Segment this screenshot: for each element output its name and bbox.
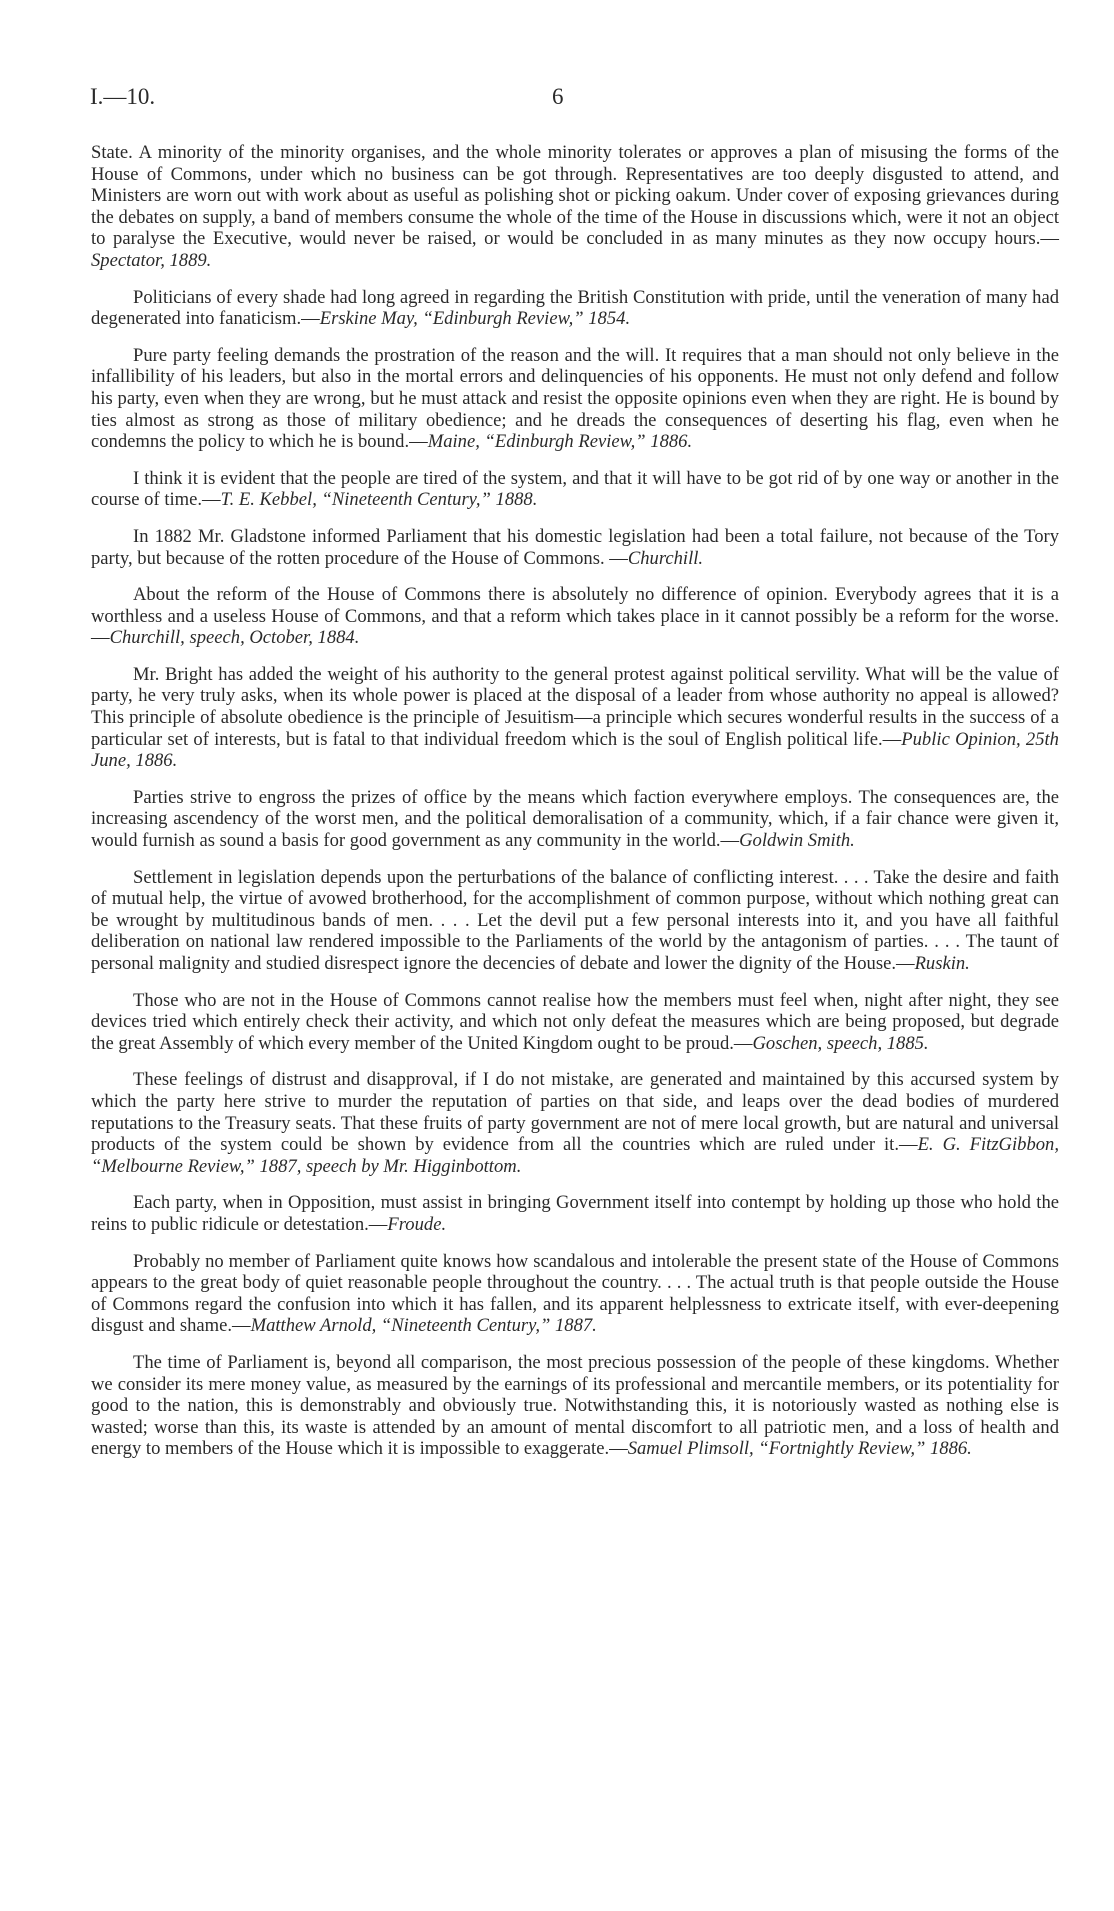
quote-text: Settlement in legislation depends upon the perturbations of the balance of conflicting interest. . . . Take the desire and faith of mutual help, the virtue of avowed brotherhood, for the accomplishment of common purpose, without which nothing great can be wrought by multitudinous bands of men. . . . Let the devil put a few personal interests into it, and you have all faithful deliberation on national law rendered impossible to the Parliaments of the world by the antagonism of parties. . . . The taunt of personal malignity and studied disrespect ignore the decencies of debate and lower the dignity of the House.— xyxy=(91,866,1059,974)
quote-paragraph xyxy=(91,584,1059,649)
quote-attribution: Public Opinion, 25th June, 1886. xyxy=(91,728,1059,772)
document-reference: I.—10. xyxy=(90,84,156,109)
quote-attribution: Churchill. xyxy=(627,547,704,569)
body-text xyxy=(91,142,1059,1475)
quote-attribution: Churchill, speech, October, 1884. xyxy=(109,627,360,649)
quote-text: The time of Parliament is, beyond all comparison, the most precious possession of the people of these kingdoms. Whether we consider its mere money value, as measured by the earnings of its professional and mercantile members, or its potentiality for good to the nation, this is demonstrably and obviously true. Notwithstanding this, it is notoriously wasted as nothing else is wasted; worse than this, its waste is attended by an amount of mental discomfort to all patriotic men, and a loss of health and energy to members of the House which it is impossible to exaggerate.— xyxy=(91,1351,1059,1460)
quote-attribution: Ruskin. xyxy=(914,953,970,974)
quote-attribution: Matthew Arnold, “Nineteenth Century,” 1887. xyxy=(250,1315,597,1337)
quote-attribution: E. G. FitzGibbon, “Melbourne Review,” 1887, speech by Mr. Higginbottom. xyxy=(91,1134,1059,1177)
quote-paragraph xyxy=(91,287,1059,330)
quote-paragraph xyxy=(91,990,1059,1055)
quote-text: I think it is evident that the people are tired of the system, and that it will have to be got rid of by one way or another in the course of time.— xyxy=(91,467,1059,511)
quote-paragraph xyxy=(91,1251,1059,1337)
quote-paragraph xyxy=(91,1192,1059,1235)
quote-text: In 1882 Mr. Gladstone informed Parliament that his domestic legislation had been a total failure, not because of the Tory party, but because of the rotten procedure of the House of Commons. — xyxy=(91,525,1059,569)
page-number: 6 xyxy=(552,84,564,109)
quote-text: State. A minority of the minority organises, and the whole minority tolerates or approves a plan of misusing the forms of the House of Commons, under which no business can be got through. Representatives are too deeply disgusted to attend, and Ministers are worn out with work about as useful as polishing shot or picking oakum. Under cover of exposing grievances during the debates on supply, a band of members consume the whole of the time of the House in discussions which, were it not an object to paralyse the Executive, would never be raised, or would be concluded in as many minutes as they now occupy hours.— xyxy=(91,142,1059,250)
quote-text: Politicians of every shade had long agreed in regarding the British Constitution with pride, until the veneration of many had degenerated into fanaticism.— xyxy=(91,286,1059,330)
quote-attribution: Froude. xyxy=(387,1213,447,1235)
quote-paragraph xyxy=(91,526,1059,569)
quote-text: Each party, when in Opposition, must assist in bringing Government itself into contempt by holding up those who hold the reins to public ridicule or detestation.— xyxy=(91,1192,1059,1235)
quote-attribution: Spectator, 1889. xyxy=(91,249,212,271)
quote-text: Mr. Bright has added the weight of his authority to the general protest against political servility. What will be the value of party, he very truly asks, when its whole power is placed at the disposal of a leader from whose authority no appeal is allowed? This principle of absolute obedience is the principle of Jesuitism—a principle which secures wonderful results in the success of a particular set of interests, but is fatal to that individual freedom which is the soul of English political life.— xyxy=(91,663,1059,750)
quote-attribution: Goldwin Smith. xyxy=(739,830,855,852)
quote-paragraph xyxy=(91,1069,1059,1177)
quote-text: Those who are not in the House of Commons cannot realise how the members must feel when, night after night, they see devices tried which entirely check their activity, and which not only defeat the measures which are being proposed, but degrade the great Assembly of which every member of the United Kingdom ought to be proud.— xyxy=(91,989,1059,1054)
quote-attribution: T. E. Kebbel, “Nineteenth Century,” 1888. xyxy=(220,489,538,511)
quote-paragraph xyxy=(91,142,1059,272)
quote-attribution: Maine, “Edinburgh Review,” 1886. xyxy=(427,431,693,453)
page-header xyxy=(90,84,1050,114)
quote-text: Pure party feeling demands the prostration of the reason and the will. It requires that a man should not only believe in the infallibility of his leaders, but also in the mortal errors and delinquencies of his opponents. He must not only defend and follow his party, even when they are wrong, but he must attack and resist the opposite opinions even when they are right. He is bound by ties almost as strong as those of military obedience; and he dreads the consequences of deserting his flag, even when he condemns the policy to which he is bound.— xyxy=(91,344,1059,453)
quote-attribution: Goschen, speech, 1885. xyxy=(752,1032,929,1054)
quote-paragraph xyxy=(91,867,1059,975)
quote-text: Parties strive to engross the prizes of office by the means which faction everywhere employs. The consequences are, the increasing ascendency of the worst men, and the political demoralisation of a community, which, if a fair chance were given it, would furnish as sound a basis for good government as any community in the world.— xyxy=(91,786,1059,852)
quote-text: Probably no member of Parliament quite knows how scandalous and intolerable the present state of the House of Commons appears to the great body of quiet reasonable people throughout the country. . . . The actual truth is that people outside the House of Commons regard the confusion into which it has fallen, and its apparent helplessness to extricate itself, with ever-deepening disgust and shame.— xyxy=(91,1250,1059,1337)
quote-paragraph xyxy=(91,468,1059,511)
quote-paragraph xyxy=(91,345,1059,453)
quote-paragraph xyxy=(91,1352,1059,1460)
quote-paragraph xyxy=(91,787,1059,852)
quote-paragraph xyxy=(91,664,1059,772)
quote-attribution: Erskine May, “Edinburgh Review,” 1854. xyxy=(319,308,631,330)
quote-text: About the reform of the House of Commons there is absolutely no difference of opinion. Everybody agrees that it is a worthless and a useless House of Commons, and that a reform which takes place in it cannot possibly be a reform for the worse.— xyxy=(91,584,1059,649)
quote-text: These feelings of distrust and disapproval, if I do not mistake, are generated and maintained by this accursed system by which the party here strive to murder the reputation of parties on that side, and leaps over the dead bodies of murdered reputations to the Treasury seats. That these fruits of party government are not of mere local growth, but are natural and universal products of the system could be shown by evidence from all the countries which are ruled under it.— xyxy=(91,1069,1059,1156)
quote-attribution: Samuel Plimsoll, “Fortnightly Review,” 1886. xyxy=(627,1438,972,1460)
